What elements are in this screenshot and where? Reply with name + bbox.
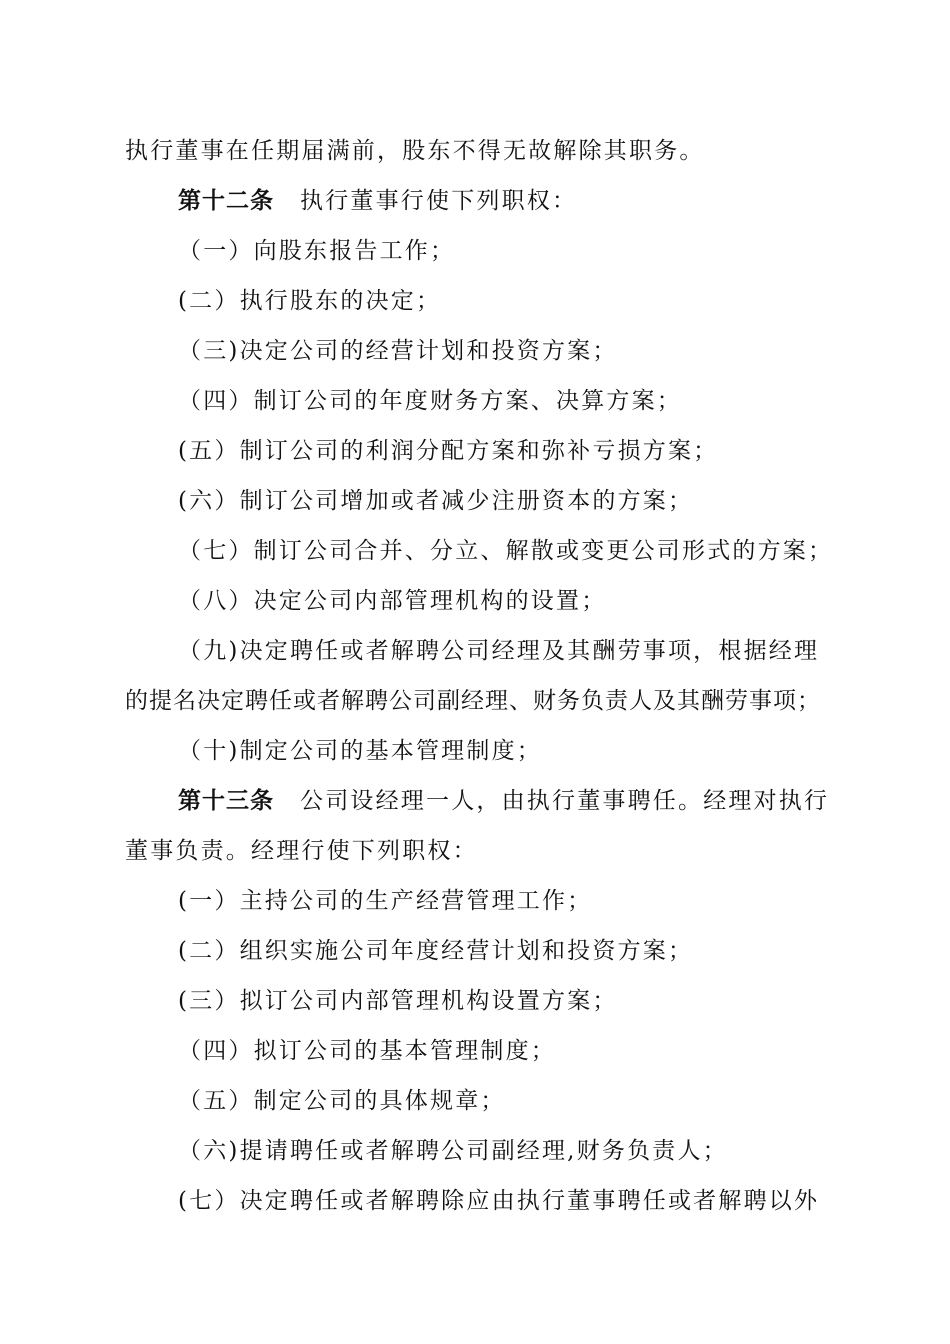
- list-item: （九)决定聘任或者解聘公司经理及其酬劳事项，根据经理: [178, 638, 820, 664]
- list-item: （三)决定公司的经营计划和投资方案；: [178, 338, 618, 364]
- list-item: （十)制定公司的基本管理制度；: [178, 738, 542, 764]
- list-item: （一）向股东报告工作；: [178, 238, 456, 264]
- list-item: (七）决定聘任或者解聘除应由执行董事聘任或者解聘以外: [178, 1188, 820, 1214]
- article-12-text: 执行董事行使下列职权：: [300, 188, 578, 214]
- paragraph-line: 执行董事在任期届满前，股东不得无故解除其职务。: [125, 138, 705, 164]
- list-item: (一）主持公司的生产经营管理工作；: [178, 888, 593, 914]
- list-item: （六)提请聘任或者解聘公司副经理,财务负责人；: [178, 1138, 728, 1164]
- article-13-text: 公司设经理一人，由执行董事聘任。经理对执行: [300, 788, 830, 814]
- list-item: (五）制订公司的利润分配方案和弥补亏损方案；: [178, 438, 719, 464]
- list-item: (六）制订公司增加或者减少注册资本的方案；: [178, 488, 694, 514]
- list-item: （八）决定公司内部管理机构的设置；: [178, 588, 607, 614]
- list-item: (二）组织实施公司年度经营计划和投资方案；: [178, 938, 694, 964]
- list-item: （五）制定公司的具体规章；: [178, 1088, 506, 1114]
- article-13-heading: 第十三条: [178, 787, 274, 814]
- article-12-line: [178, 186, 846, 216]
- article-12-heading: 第十二条: [178, 187, 274, 214]
- list-item: (三）拟订公司内部管理机构设置方案；: [178, 988, 618, 1014]
- list-item-continuation: 的提名决定聘任或者解聘公司副经理、财务负责人及其酬劳事项；: [125, 688, 821, 714]
- article-13-line: [178, 786, 846, 816]
- list-item: （七）制订公司合并、分立、解散或变更公司形式的方案；: [178, 538, 834, 564]
- list-item: (二）执行股东的决定；: [178, 288, 442, 314]
- list-item: （四）制订公司的年度财务方案、决算方案；: [178, 388, 682, 414]
- list-item: （四）拟订公司的基本管理制度；: [178, 1038, 556, 1064]
- paragraph-line: 董事负责。经理行使下列职权：: [125, 838, 478, 864]
